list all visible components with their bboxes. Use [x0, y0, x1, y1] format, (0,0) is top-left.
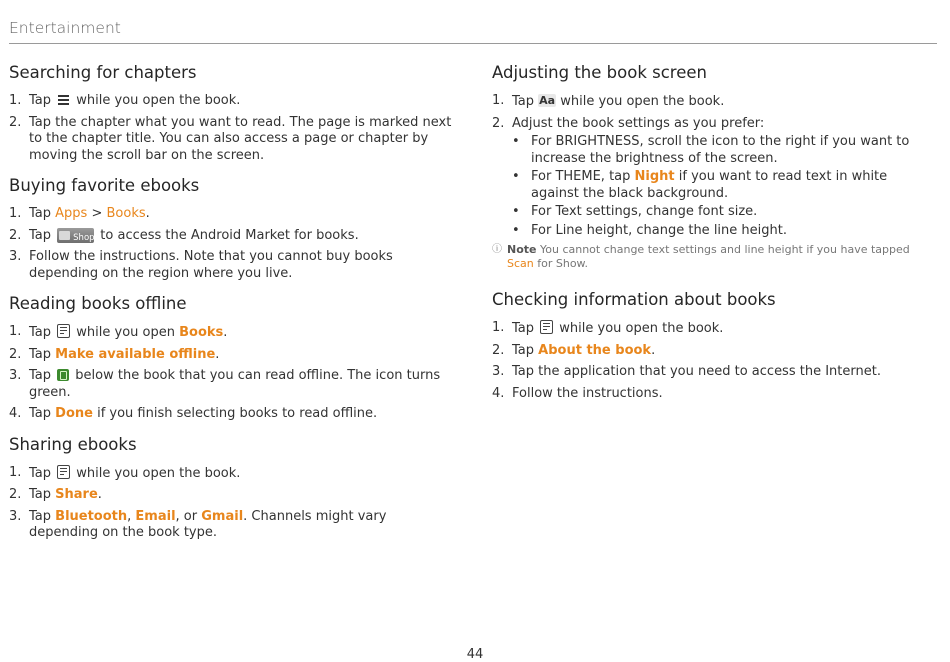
punctuation: , or	[175, 508, 198, 524]
step-number: 4.	[492, 385, 505, 401]
step-number: 2.	[9, 114, 22, 130]
step-text: Tap	[29, 227, 52, 243]
step-number: 1.	[9, 206, 22, 221]
step	[9, 406, 455, 423]
step-number: 2.	[9, 227, 22, 243]
step-text: while you open	[76, 325, 175, 340]
section-title-buying-ebooks: Buying favorite ebooks	[9, 176, 200, 195]
punctuation: .	[215, 346, 220, 362]
step-text: Tap	[29, 206, 52, 221]
step-number: 2.	[9, 487, 22, 502]
step-text: while you open the book.	[560, 94, 725, 109]
step-text: Tap	[29, 487, 52, 502]
steps-adjusting-screen	[492, 93, 938, 239]
step	[9, 228, 455, 245]
steps-buying-ebooks	[9, 206, 455, 282]
font-settings-icon: Aa	[539, 94, 556, 107]
menu-icon	[57, 324, 70, 338]
punctuation: .	[97, 487, 102, 502]
step-number: 1.	[492, 93, 505, 108]
step-text: while you open the book.	[76, 465, 241, 481]
steps-searching-chapters	[9, 93, 455, 164]
keyword-about-the-book: About the book	[538, 342, 652, 358]
bullet-marker: •	[512, 204, 520, 219]
settings-bullets	[512, 134, 938, 239]
step-text: below the book that you can read offline. The icon turns green.	[29, 368, 441, 400]
punctuation: ,	[127, 508, 132, 524]
step	[9, 93, 455, 110]
keyword-scan: Scan	[507, 257, 534, 270]
note-text: for Show.	[537, 257, 589, 270]
step	[492, 364, 938, 381]
step-number: 2.	[9, 346, 22, 362]
step	[492, 93, 938, 111]
step-text: Tap	[29, 325, 52, 340]
step-text: while you open the book.	[559, 321, 724, 336]
keyword-books: Books	[106, 206, 146, 221]
step-text: Tap	[512, 321, 535, 336]
keyword-gmail: Gmail	[201, 508, 244, 524]
bullet-item	[512, 223, 938, 240]
bullet-item	[512, 204, 938, 221]
section-title-checking-info: Checking information about books	[492, 290, 776, 309]
step-text: Follow the instructions. Note that you cannot buy books depending on the region where you live.	[29, 249, 393, 281]
section-title-reading-offline: Reading books offline	[9, 294, 187, 313]
step	[9, 487, 455, 504]
bullet-text: For BRIGHTNESS, scroll the icon to the right if you want to increase the brightness of the screen.	[531, 134, 910, 166]
keyword-make-available-offline: Make available offline	[55, 346, 216, 362]
step	[9, 206, 455, 223]
info-icon: ⓘ	[492, 244, 502, 255]
header-rule	[9, 43, 937, 44]
section-title-searching-chapters: Searching for chapters	[9, 63, 197, 82]
bullet-item	[512, 169, 938, 202]
step-text: Tap the chapter what you want to read. The page is marked next to the chapter title. You can also access a page or chapter by moving the scroll bar on the screen.	[29, 114, 452, 163]
step-text: to access the Android Market for books.	[100, 227, 359, 243]
note-label: Note	[507, 243, 537, 256]
menu-icon	[57, 465, 70, 479]
bullet-text: For Line height, change the line height.	[531, 222, 787, 238]
shop-icon-label: Shop	[73, 232, 95, 243]
note	[492, 243, 938, 271]
page-header: Entertainment	[9, 19, 121, 37]
step-text: Follow the instructions.	[512, 385, 663, 401]
section-title-sharing-ebooks: Sharing ebooks	[9, 434, 137, 454]
step-number: 1.	[492, 320, 505, 335]
punctuation: .	[145, 206, 150, 221]
step-text: Tap	[29, 508, 52, 524]
bullet-item	[512, 134, 938, 167]
keyword-night: Night	[634, 169, 675, 184]
step-text: Tap	[29, 406, 52, 421]
keyword-done: Done	[55, 406, 93, 421]
step	[9, 347, 455, 364]
section-title-adjusting-screen: Adjusting the book screen	[492, 63, 707, 82]
shop-icon	[57, 228, 94, 243]
steps-checking-info	[492, 320, 938, 402]
step-text: Tap	[29, 465, 52, 481]
keyword-books: Books	[179, 325, 224, 340]
steps-sharing-ebooks	[9, 465, 455, 542]
note-text: You cannot change text settings and line height if you have tapped	[539, 243, 910, 256]
step-text: Tap	[512, 342, 535, 358]
punctuation: .	[651, 342, 656, 358]
step-text: Adjust the book settings as you prefer:	[512, 115, 765, 131]
step-number: 3.	[9, 249, 22, 264]
bullet-marker: •	[512, 222, 520, 238]
step-text: if you finish selecting books to read offline.	[97, 406, 378, 421]
step-number: 3.	[9, 508, 22, 524]
step	[9, 509, 455, 542]
bullet-text: For Text settings, change font size.	[531, 204, 758, 219]
keyword-apps: Apps	[55, 206, 88, 221]
step-number: 1.	[9, 93, 22, 108]
offline-book-icon	[57, 369, 69, 381]
step	[9, 368, 455, 401]
step-text: . Channels might vary depending on the book type.	[29, 508, 387, 540]
step-number: 3.	[9, 368, 22, 383]
right-column	[492, 62, 938, 413]
step-text: Tap	[29, 368, 52, 383]
keyword-email: Email	[135, 508, 176, 524]
step-number: 1.	[9, 324, 22, 339]
step-number: 1.	[9, 464, 22, 480]
separator: >	[91, 206, 103, 221]
bullet-marker: •	[512, 134, 520, 149]
step-number: 3.	[492, 364, 505, 379]
menu-icon	[540, 320, 553, 334]
step	[492, 116, 938, 240]
step	[492, 386, 938, 403]
step-number: 2.	[492, 342, 505, 358]
step-number: 2.	[492, 115, 505, 131]
page-number: 44	[466, 647, 484, 662]
step-text: Tap the application that you need to access the Internet.	[512, 364, 881, 379]
steps-reading-offline	[9, 324, 455, 423]
keyword-bluetooth: Bluetooth	[55, 508, 128, 524]
step	[492, 320, 938, 338]
chapter-list-icon	[57, 94, 70, 106]
step	[9, 249, 455, 282]
step	[9, 324, 455, 342]
left-column	[9, 62, 455, 553]
bullet-marker: •	[512, 169, 520, 184]
step-text: Tap	[29, 93, 52, 108]
punctuation: .	[223, 325, 228, 340]
step	[9, 465, 455, 483]
bullet-text: if you want to read text in white against the black background.	[531, 169, 888, 201]
step-text: while you open the book.	[76, 93, 241, 108]
step-text: Tap	[512, 94, 535, 109]
step-text: Tap	[29, 346, 52, 362]
bullet-text: For THEME, tap	[531, 169, 631, 184]
step	[492, 343, 938, 360]
step	[9, 115, 455, 165]
keyword-share: Share	[55, 487, 98, 502]
step-number: 4.	[9, 406, 22, 421]
